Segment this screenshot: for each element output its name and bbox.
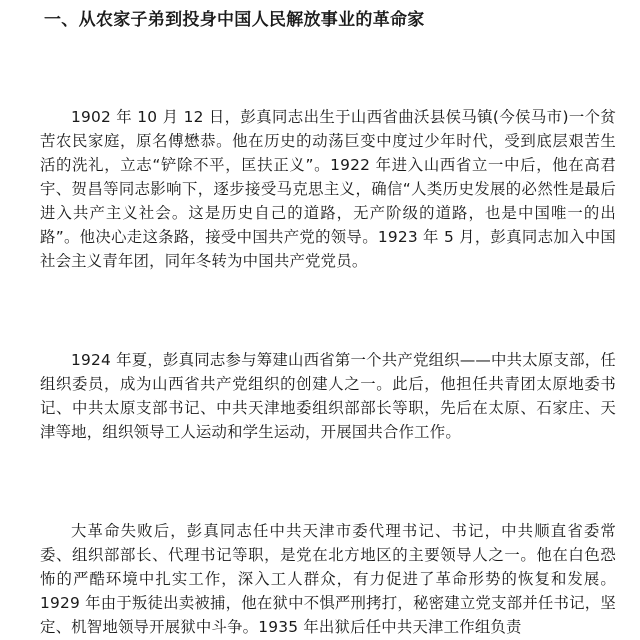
paragraph-3: 大革命失败后，彭真同志任中共天津市委代理书记、书记，中共顺直省委常委、组织部部长、代理书记等职，是党在北方地区的主要领导人之一。他在白色恐怖的严酷环境中扎实工作，深入工人群众，有力促进了革命形势的恢复和发展。1929 年由于叛徒出卖被捕，他在狱中不惧严刑拷打，秘密建立党支部并任书记，坚定、机智地领导开展狱中斗争。1935 年出狱后任中共天津工作组负责	[40, 522, 616, 636]
paragraph-1: 1902 年 10 月 12 日，彭真同志出生于山西省曲沃县侯马镇(今侯马市)一个贫苦农民家庭，原名傅懋恭。他在历史的动荡巨变中度过少年时代，受到底层艰苦生活的洗礼，立志“铲除不平，匡扶正义”。1922 年进入山西省立一中后，他在高君宇、贺昌等同志影响下，逐步接受马克思主义，确信“人类历史发展的必然性是最后进入共产主义社会。这是历史自己的道路，无产阶级的道路，也是中国唯一的出路”。他决心走这条路，接受中国共产党的领导。1923 年 5 月，彭真同志加入中国社会主义青年团，同年冬转为中国共产党党员。	[40, 108, 616, 270]
section-heading: 一、从农家子弟到投身中国人民解放事业的革命家	[44, 10, 425, 30]
paragraph-2: 1924 年夏，彭真同志参与筹建山西省第一个共产党组织——中共太原支部，任组织委员，成为山西省共产党组织的创建人之一。此后，他担任共青团太原地委书记、中共太原支部书记、中共天津地委组织部部长等职，先后在太原、石家庄、天津等地，组织领导工人运动和学生运动，开展国共合作工作。	[40, 351, 616, 441]
